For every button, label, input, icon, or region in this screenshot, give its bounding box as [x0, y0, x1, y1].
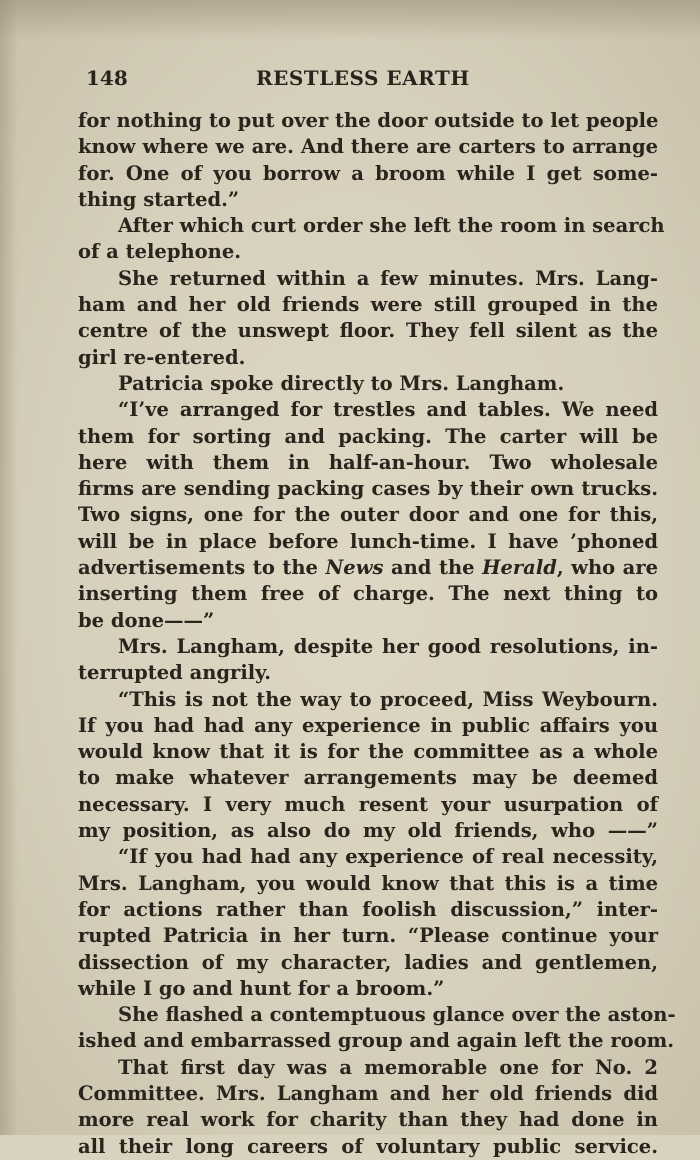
- text-line: my position, as also do my old friends, who ——”: [78, 819, 658, 843]
- text-line-with-italics: [78, 555, 658, 581]
- text-line: know where we are. And there are carters to arrange: [78, 135, 658, 159]
- text-line: thing started.”: [78, 187, 240, 211]
- text-line: all their long careers of voluntary public service.: [78, 1134, 658, 1158]
- text-line: would know that it is for the committee as a whole: [78, 740, 658, 764]
- text-line: Patricia spoke directly to Mrs. Langham.: [118, 371, 565, 395]
- page-header: [86, 66, 666, 96]
- text-line: Two signs, one for the outer door and one for this,: [78, 503, 658, 527]
- text-segment: , who are: [556, 556, 658, 580]
- body-text: [78, 108, 676, 1160]
- text-line: She flashed a contemptuous glance over the aston-: [118, 1003, 676, 1027]
- text-line: to make whatever arrangements may be deemed: [78, 766, 658, 790]
- running-title: RESTLESS EARTH: [256, 66, 470, 90]
- text-line: dissection of my character, ladies and gentlemen,: [78, 950, 658, 974]
- text-segment: and the: [383, 556, 483, 580]
- text-line: “This is not the way to proceed, Miss Weybourn.: [118, 687, 658, 711]
- text-line: ished and embarrassed group and again left the room.: [78, 1029, 675, 1053]
- text-line: ham and her old friends were still grouped in the: [78, 293, 658, 317]
- text-line: She returned within a few minutes. Mrs. Lang-: [118, 266, 658, 290]
- text-line: Mrs. Langham, you would know that this is a time: [78, 871, 658, 895]
- text-line: for. One of you borrow a broom while I get some-: [78, 161, 658, 185]
- text-line: Committee. Mrs. Langham and her old friends did: [78, 1081, 658, 1105]
- text-line: girl re-entered.: [78, 345, 246, 369]
- newspaper-name-news: News: [325, 556, 384, 580]
- text-line: That first day was a memorable one for No. 2: [118, 1055, 658, 1079]
- text-line: After which curt order she left the room in search: [118, 214, 665, 238]
- text-line: Mrs. Langham, despite her good resolutions, in-: [118, 634, 658, 658]
- text-line: here with them in half-an-hour. Two wholesale: [78, 450, 658, 474]
- text-line: for actions rather than foolish discussion,” inter-: [78, 897, 658, 921]
- text-segment: advertisements to the: [78, 556, 326, 580]
- text-line: rupted Patricia in her turn. “Please continue your: [78, 924, 658, 948]
- text-line: “I’ve arranged for trestles and tables. We need: [118, 398, 658, 422]
- text-line: more real work for charity than they had done in: [78, 1108, 658, 1132]
- text-line: while I go and hunt for a broom.”: [78, 976, 445, 1000]
- text-line: will be in place before lunch-time. I have ’phoned: [78, 529, 658, 553]
- text-line: centre of the unswept floor. They fell silent as the: [78, 319, 658, 343]
- page-number: 148: [86, 66, 128, 90]
- text-line: inserting them free of charge. The next thing to: [78, 582, 658, 606]
- text-line: “If you had had any experience of real necessity,: [118, 845, 658, 869]
- text-line: be done——”: [78, 608, 215, 632]
- newspaper-name-herald: Herald: [482, 556, 557, 580]
- text-line: for nothing to put over the door outside to let people: [78, 109, 659, 132]
- text-line: If you had had any experience in public affairs you: [78, 713, 658, 737]
- text-line: firms are sending packing cases by their own trucks.: [78, 477, 658, 501]
- text-line: necessary. I very much resent your usurpation of: [78, 792, 658, 816]
- text-line: terrupted angrily.: [78, 661, 272, 685]
- text-line: of a telephone.: [78, 240, 242, 264]
- text-line: them for sorting and packing. The carter will be: [78, 424, 658, 448]
